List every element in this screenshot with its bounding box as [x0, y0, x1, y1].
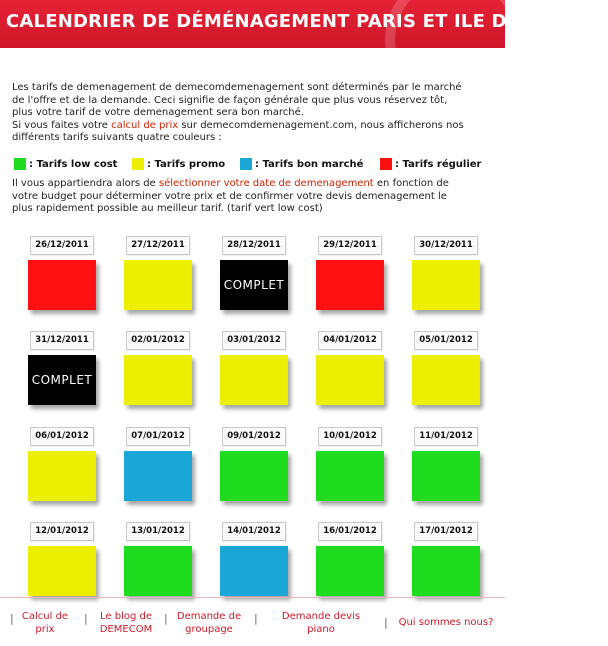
calendar-day-cell[interactable]	[124, 236, 194, 316]
calendar-date-label: 09/01/2012	[222, 427, 286, 446]
intro-line: Les tarifs de demenagement de demecomdemenagement sont déterminés par le marché	[12, 82, 462, 93]
footer-link-line: Demande devis	[281, 611, 361, 622]
calendar-day-cell[interactable]	[220, 236, 290, 316]
footer-link-line: prix	[35, 624, 55, 635]
calendar-date-label: 05/01/2012	[414, 331, 478, 350]
calendar-tarif-box[interactable]	[220, 260, 288, 310]
complet-label: COMPLET	[223, 278, 285, 292]
calendar-date-label: 26/12/2011	[30, 236, 94, 255]
instructions-line: votre budget pour déterminer votre prix et de confirmer votre devis demenagement le	[12, 190, 447, 202]
footer-separator: |	[10, 612, 14, 625]
calendar-day-cell[interactable]	[28, 522, 98, 602]
calendar-tarif-box[interactable]	[124, 451, 192, 501]
calendar-tarif-box[interactable]	[412, 260, 480, 310]
calendar-tarif-box[interactable]	[316, 451, 384, 501]
intro-line: plus votre tarif de votre demenagement sera bon marché.	[12, 107, 304, 118]
instructions-text-segment: en fonction de	[373, 178, 449, 189]
calendar-date-label: 31/12/2011	[30, 331, 94, 350]
calendar-date-label: 14/01/2012	[222, 522, 286, 541]
calendar-tarif-box[interactable]	[28, 355, 96, 405]
calendar-day-cell[interactable]	[220, 522, 290, 602]
page-title: CALENDRIER DE DÉMÉNAGEMENT PARIS ET ILE DE FRANCE	[6, 11, 608, 32]
footer-nav	[0, 606, 505, 646]
calendar-tarif-box[interactable]	[316, 355, 384, 405]
footer-separator: |	[164, 612, 168, 625]
calendar-date-label: 04/01/2012	[318, 331, 382, 350]
legend-label: : Tarifs bon marché	[255, 158, 364, 170]
calendar-day-cell[interactable]	[316, 236, 386, 316]
footer-divider	[0, 597, 505, 598]
calendar-tarif-box[interactable]	[412, 546, 480, 596]
select-date-link[interactable]: sélectionner votre date de demenagement	[158, 178, 374, 189]
calendar-day-cell[interactable]	[412, 331, 482, 411]
footer-link-calcul-de-prix[interactable]	[16, 610, 74, 636]
calendar-tarif-box[interactable]	[28, 451, 96, 501]
calendar-day-cell[interactable]	[220, 427, 290, 507]
calendar-day-cell[interactable]	[28, 331, 98, 411]
complet-label: COMPLET	[31, 373, 93, 387]
footer-link-line: piano	[307, 624, 335, 635]
footer-link-line: DEMECOM	[99, 624, 153, 635]
calendar-day-cell[interactable]	[412, 427, 482, 507]
footer-separator: |	[84, 612, 88, 625]
footer-link-line: Qui sommes nous?	[398, 617, 494, 628]
footer-link-blog[interactable]	[92, 610, 160, 636]
calendar-day-cell[interactable]	[412, 236, 482, 316]
instructions-text-segment: Il vous appartiendra alors de	[12, 178, 159, 189]
calendar-date-label: 16/01/2012	[318, 522, 382, 541]
intro-line: différents tarifs suivants quatre couleurs :	[12, 132, 222, 143]
footer-link-line: Calcul de	[21, 611, 69, 622]
footer-link-line: groupage	[185, 624, 233, 635]
calendar-date-label: 29/12/2011	[318, 236, 382, 255]
calendar-day-cell[interactable]	[316, 331, 386, 411]
calendar-date-label: 03/01/2012	[222, 331, 286, 350]
calendar-tarif-box[interactable]	[28, 546, 96, 596]
calendar-date-label: 13/01/2012	[126, 522, 190, 541]
calendar-day-cell[interactable]	[124, 522, 194, 602]
calendar-date-label: 30/12/2011	[414, 236, 478, 255]
calendar-day-cell[interactable]	[28, 427, 98, 507]
calendar-tarif-box[interactable]	[28, 260, 96, 310]
calendar-day-cell[interactable]	[316, 522, 386, 602]
legend-label: : Tarifs promo	[147, 158, 226, 170]
calendar-date-label: 12/01/2012	[30, 522, 94, 541]
legend-label: : Tarifs low cost	[29, 158, 118, 170]
calendar-date-label: 27/12/2011	[126, 236, 190, 255]
footer-link-line: Le blog de	[100, 611, 152, 622]
footer-link-qui-sommes-nous[interactable]	[390, 616, 502, 629]
calendar-date-label: 02/01/2012	[126, 331, 190, 350]
calendar-date-label: 17/01/2012	[414, 522, 478, 541]
calendar-date-label: 11/01/2012	[414, 427, 478, 446]
footer-link-line: Demande de	[176, 611, 242, 622]
calendar-tarif-box[interactable]	[220, 355, 288, 405]
legend-label: : Tarifs régulier	[395, 158, 482, 170]
intro-text-segment: Si vous faites votre	[12, 119, 112, 131]
calendar-day-cell[interactable]	[124, 331, 194, 411]
calendar-tarif-box[interactable]	[220, 546, 288, 596]
calendar-date-label: 07/01/2012	[126, 427, 190, 446]
calendar-tarif-box[interactable]	[124, 355, 192, 405]
footer-link-groupage[interactable]	[170, 610, 248, 636]
calendar-tarif-box[interactable]	[220, 451, 288, 501]
footer-separator: |	[254, 612, 258, 625]
calendar-tarif-box[interactable]	[412, 451, 480, 501]
calcul-de-prix-link[interactable]: calcul de prix	[111, 119, 179, 131]
calendar-tarif-box[interactable]	[316, 546, 384, 596]
intro-line: de l'offre et de la demande. Ceci signifie de façon générale que plus vous réservez tôt,	[12, 94, 448, 106]
calendar-date-label: 28/12/2011	[222, 236, 286, 255]
calendar-tarif-box[interactable]	[124, 260, 192, 310]
calendar-tarif-box[interactable]	[124, 546, 192, 596]
calendar-date-label: 06/01/2012	[30, 427, 94, 446]
calendar-day-cell[interactable]	[220, 331, 290, 411]
calendar-date-label: 10/01/2012	[318, 427, 382, 446]
intro-text-segment: sur demecomdemenagement.com, nous afficherons nos	[178, 119, 464, 131]
instructions-line: plus rapidement possible au meilleur tarif. (tarif vert low cost)	[12, 203, 323, 214]
footer-link-devis-piano[interactable]	[268, 610, 374, 636]
calendar-day-cell[interactable]	[124, 427, 194, 507]
calendar-day-cell[interactable]	[28, 236, 98, 316]
calendar-tarif-box[interactable]	[316, 260, 384, 310]
calendar-day-cell[interactable]	[412, 522, 482, 602]
footer-separator: |	[384, 616, 388, 629]
calendar-day-cell[interactable]	[316, 427, 386, 507]
calendar-tarif-box[interactable]	[412, 355, 480, 405]
